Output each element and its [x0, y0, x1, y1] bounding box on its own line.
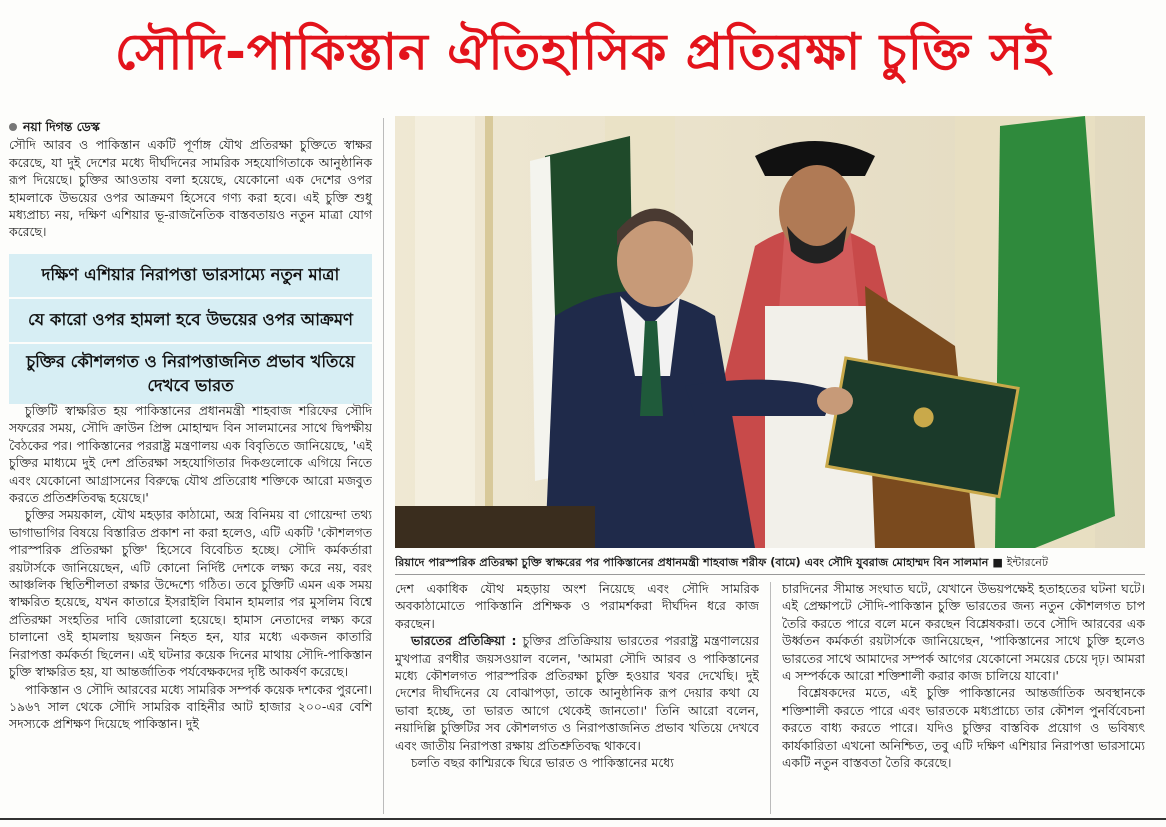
- column-3: [782, 580, 1145, 816]
- caption-text: রিয়াদে পারস্পরিক প্রতিরক্ষা চুক্তি স্বাক্ষরের পর পাকিস্তানের প্রধানমন্ত্রী শাহবাজ শরীফ (বামে) এবং সৌদি যুবরাজ মোহাম্মদ বিন সালমান: [395, 556, 989, 569]
- subhead-3: চুক্তির কৌশলগত ও নিরাপত্তাজনিত প্রভাব খতিয়ে দেখবে ভারত: [9, 344, 372, 406]
- photo-credit: ইন্টারনেট: [1006, 556, 1049, 569]
- byline: [9, 118, 372, 135]
- bottom-rule: [0, 818, 1166, 820]
- column-1-intro: [9, 118, 372, 241]
- paragraph: পাকিস্তান ও সৌদি আরবের মধ্যে সামরিক সম্পর্ক কয়েক দশকের পুরনো। ১৯৬৭ সাল থেকে সৌদি সামরিক বাহিনীর আট হাজার ২০০-এর বেশি সদস্যকে প্রশিক্ষণ দিয়েছে পাকিস্তান। দুই: [9, 681, 372, 732]
- paragraph: চুক্তির সময়কাল, যৌথ মহড়ার কাঠামো, অস্ত্র বিনিময় বা গোয়েন্দা তথ্য ভাগাভাগির বিষয়ে বিস্তারিত প্রকাশ না করা হলেও, এটি একটি 'কৌশলগত পারস্পরিক প্রতিরক্ষা চুক্তি' হিসেবে বিবেচিত হচ্ছে। সৌদি কর্মকর্তারা রয়টার্সকে জানিয়েছেন, এটি কোনো নির্দিষ্ট দেশকে লক্ষ্য করে নয়, বরং আঞ্চলিক স্থিতিশীলতা রক্ষার উদ্দেশ্যে গঠিত। তবে চুক্তিটি এমন এক সময় স্বাক্ষরিত হয়েছে, যখন কাতারে ইসরাইলি বিমান হামলার পর মুসলিম বিশ্বে প্রতিরক্ষা সংহতির দাবি জোরালো হয়েছে। হামাস নেতাদের লক্ষ্য করে চালানো ওই হামলায় ছয়জন নিহত হন, যার মধ্যে একজন কাতারি নিরাপত্তা কর্মকর্তা ছিলেন। এই ঘটনার কয়েক দিনের মাথায় সৌদি-পাকিস্তান চুক্তি স্বাক্ষরিত হয়, যা আন্তর্জাতিক পর্যবেক্ষকদের দৃষ্টি আকর্ষণ করেছে।: [9, 507, 372, 680]
- paragraph: চারদিনের সীমান্ত সংঘাত ঘটে, যেখানে উভয়পক্ষেই হতাহতের ঘটনা ঘটে। এই প্রেক্ষাপটে সৌদি-পাকিস্তান চুক্তি ভারতের জন্য নতুন কৌশলগত চাপ তৈরি করতে পারে বলে মনে করছেন বিশ্লেষকরা। তবে সৌদি আরবের এক উর্ধ্বতন কর্মকর্তা রয়টার্সকে জানিয়েছেন, 'পাকিস্তানের সাথে চুক্তি হলেও ভারতের সাথে আমাদের সম্পর্ক আগের যেকোনো সময়ের চেয়ে দৃঢ়। আমরা এ সম্পর্ককে আরো শক্তিশালী করার কাজ চালিয়ে যাবো।': [782, 581, 1145, 684]
- paragraph: বিশ্লেষকদের মতে, এই চুক্তি পাকিস্তানের আন্তর্জাতিক অবস্থানকে শক্তিশালী করতে পারে এবং ভারতকে মধ্যপ্রাচ্যে তার কৌশল পুনর্বিবেচনা করতে বাধ্য করতে পারে। যদিও চুক্তির বাস্তবিক প্রয়োগ ও ভবিষ্যৎ কার্যকারিতা এখনো অনিশ্চিত, তবু এটি দক্ষিণ এশিয়ার নিরাপত্তা ভারসাম্যে একটি নতুন বাস্তবতা তৈরি করেছে।: [782, 685, 1145, 771]
- paragraph-text: চুক্তির প্রতিক্রিয়ায় ভারতের পররাষ্ট্র মন্ত্রণালয়ের মুখপাত্র রণধীর জয়সওয়াল বলেন, 'আমরা সৌদি আরব ও পাকিস্তানের মধ্যে কৌশলগত পারস্পরিক প্রতিরক্ষা চুক্তি হওয়ার খবর দেখেছি। দুই দেশের দীর্ঘদিনের যে বোঝাপড়া, তাকে আনুষ্ঠানিক রূপ দেয়ার কথা যে ভাবা হচ্ছে, তা ভারত আগে থেকেই জানতো।' তিনি আরো বলেন, নয়াদিল্লি চুক্তিটির সব কৌশলগত ও নিরাপত্তাজনিত প্রভাব খতিয়ে দেখবে এবং জাতীয় নিরাপত্তা রক্ষায় প্রতিশ্রুতিবদ্ধ থাকবে।: [395, 633, 759, 753]
- section-heading: ভারতের প্রতিক্রিয়া :: [411, 633, 517, 649]
- caption-separator: ■: [992, 556, 1007, 569]
- byline-text: নয়া দিগন্ত ডেস্ক: [23, 119, 100, 134]
- column-divider: [383, 118, 384, 814]
- paragraph: দেশ একাধিক যৌথ মহড়ায় অংশ নিয়েছে এবং সৌদি সামরিক অবকাঠামোতে পাকিস্তানি প্রশিক্ষক ও পরামর্শকরা দীর্ঘদিন ধরে কাজ করছেন।: [395, 581, 759, 631]
- bullet-icon: [9, 123, 17, 131]
- subhead-1: দক্ষিণ এশিয়ার নিরাপত্তা ভারসাম্যে নতুন মাত্রা: [9, 254, 372, 299]
- intro-paragraph: সৌদি আরব ও পাকিস্তান একটি পূর্ণাঙ্গ যৌথ প্রতিরক্ষা চুক্তিতে স্বাক্ষর করেছে, যা দুই দেশের মধ্যে দীর্ঘদিনের সামরিক সহযোগিতাকে আনুষ্ঠানিক রূপ দিয়েছে। চুক্তির আওতায় বলা হয়েছে, যেকোনো এক দেশের ওপর হামলাকে উভয়ের ওপর আক্রমণ হিসেবে গণ্য করা হবে। এই চুক্তি শুধু মধ্যপ্রাচ্য নয়, দক্ষিণ এশিয়ার ভূ-রাজনৈতিক বাস্তবতায়ও নতুন মাত্রা যোগ করেছে।: [9, 137, 372, 240]
- subhead-2: যে কারো ওপর হামলা হবে উভয়ের ওপর আক্রমণ: [9, 299, 372, 344]
- column-1-body: [9, 402, 372, 816]
- column-2: [395, 580, 759, 816]
- headline: সৌদি-পাকিস্তান ঐতিহাসিক প্রতিরক্ষা চুক্তি সই: [114, 23, 1052, 81]
- paragraph: চলতি বছর কাশ্মিরকে ঘিরে ভারত ও পাকিস্তানের মধ্যে: [411, 755, 674, 771]
- news-photo: [395, 116, 1145, 548]
- paragraph: চুক্তিটি স্বাক্ষরিত হয় পাকিস্তানের প্রধানমন্ত্রী শাহবাজ শরিফের সৌদি সফরের সময়, সৌদি ক্রাউন প্রিন্স মোহাম্মদ বিন সালমানের সাথে দ্বিপক্ষীয় বৈঠকের পর। পাকিস্তানের পররাষ্ট্র মন্ত্রণালয় এক বিবৃতিতে জানিয়েছে, 'এই চুক্তির মাধ্যমে দুই দেশ প্রতিরক্ষা সহযোগিতার দিকগুলোকে এগিয়ে নিতে এবং যেকোনো আগ্রাসনের বিরুদ্ধে যৌথ প্রতিরোধ শক্তিকে আরো মজবুত করতে প্রতিশ্রুতিবদ্ধ হয়েছে।': [9, 403, 372, 506]
- paragraph: [395, 632, 759, 754]
- photo-illustration: [395, 116, 1145, 548]
- column-divider: [770, 582, 771, 814]
- subhead-box: [9, 254, 372, 406]
- photo-caption: [395, 552, 1145, 575]
